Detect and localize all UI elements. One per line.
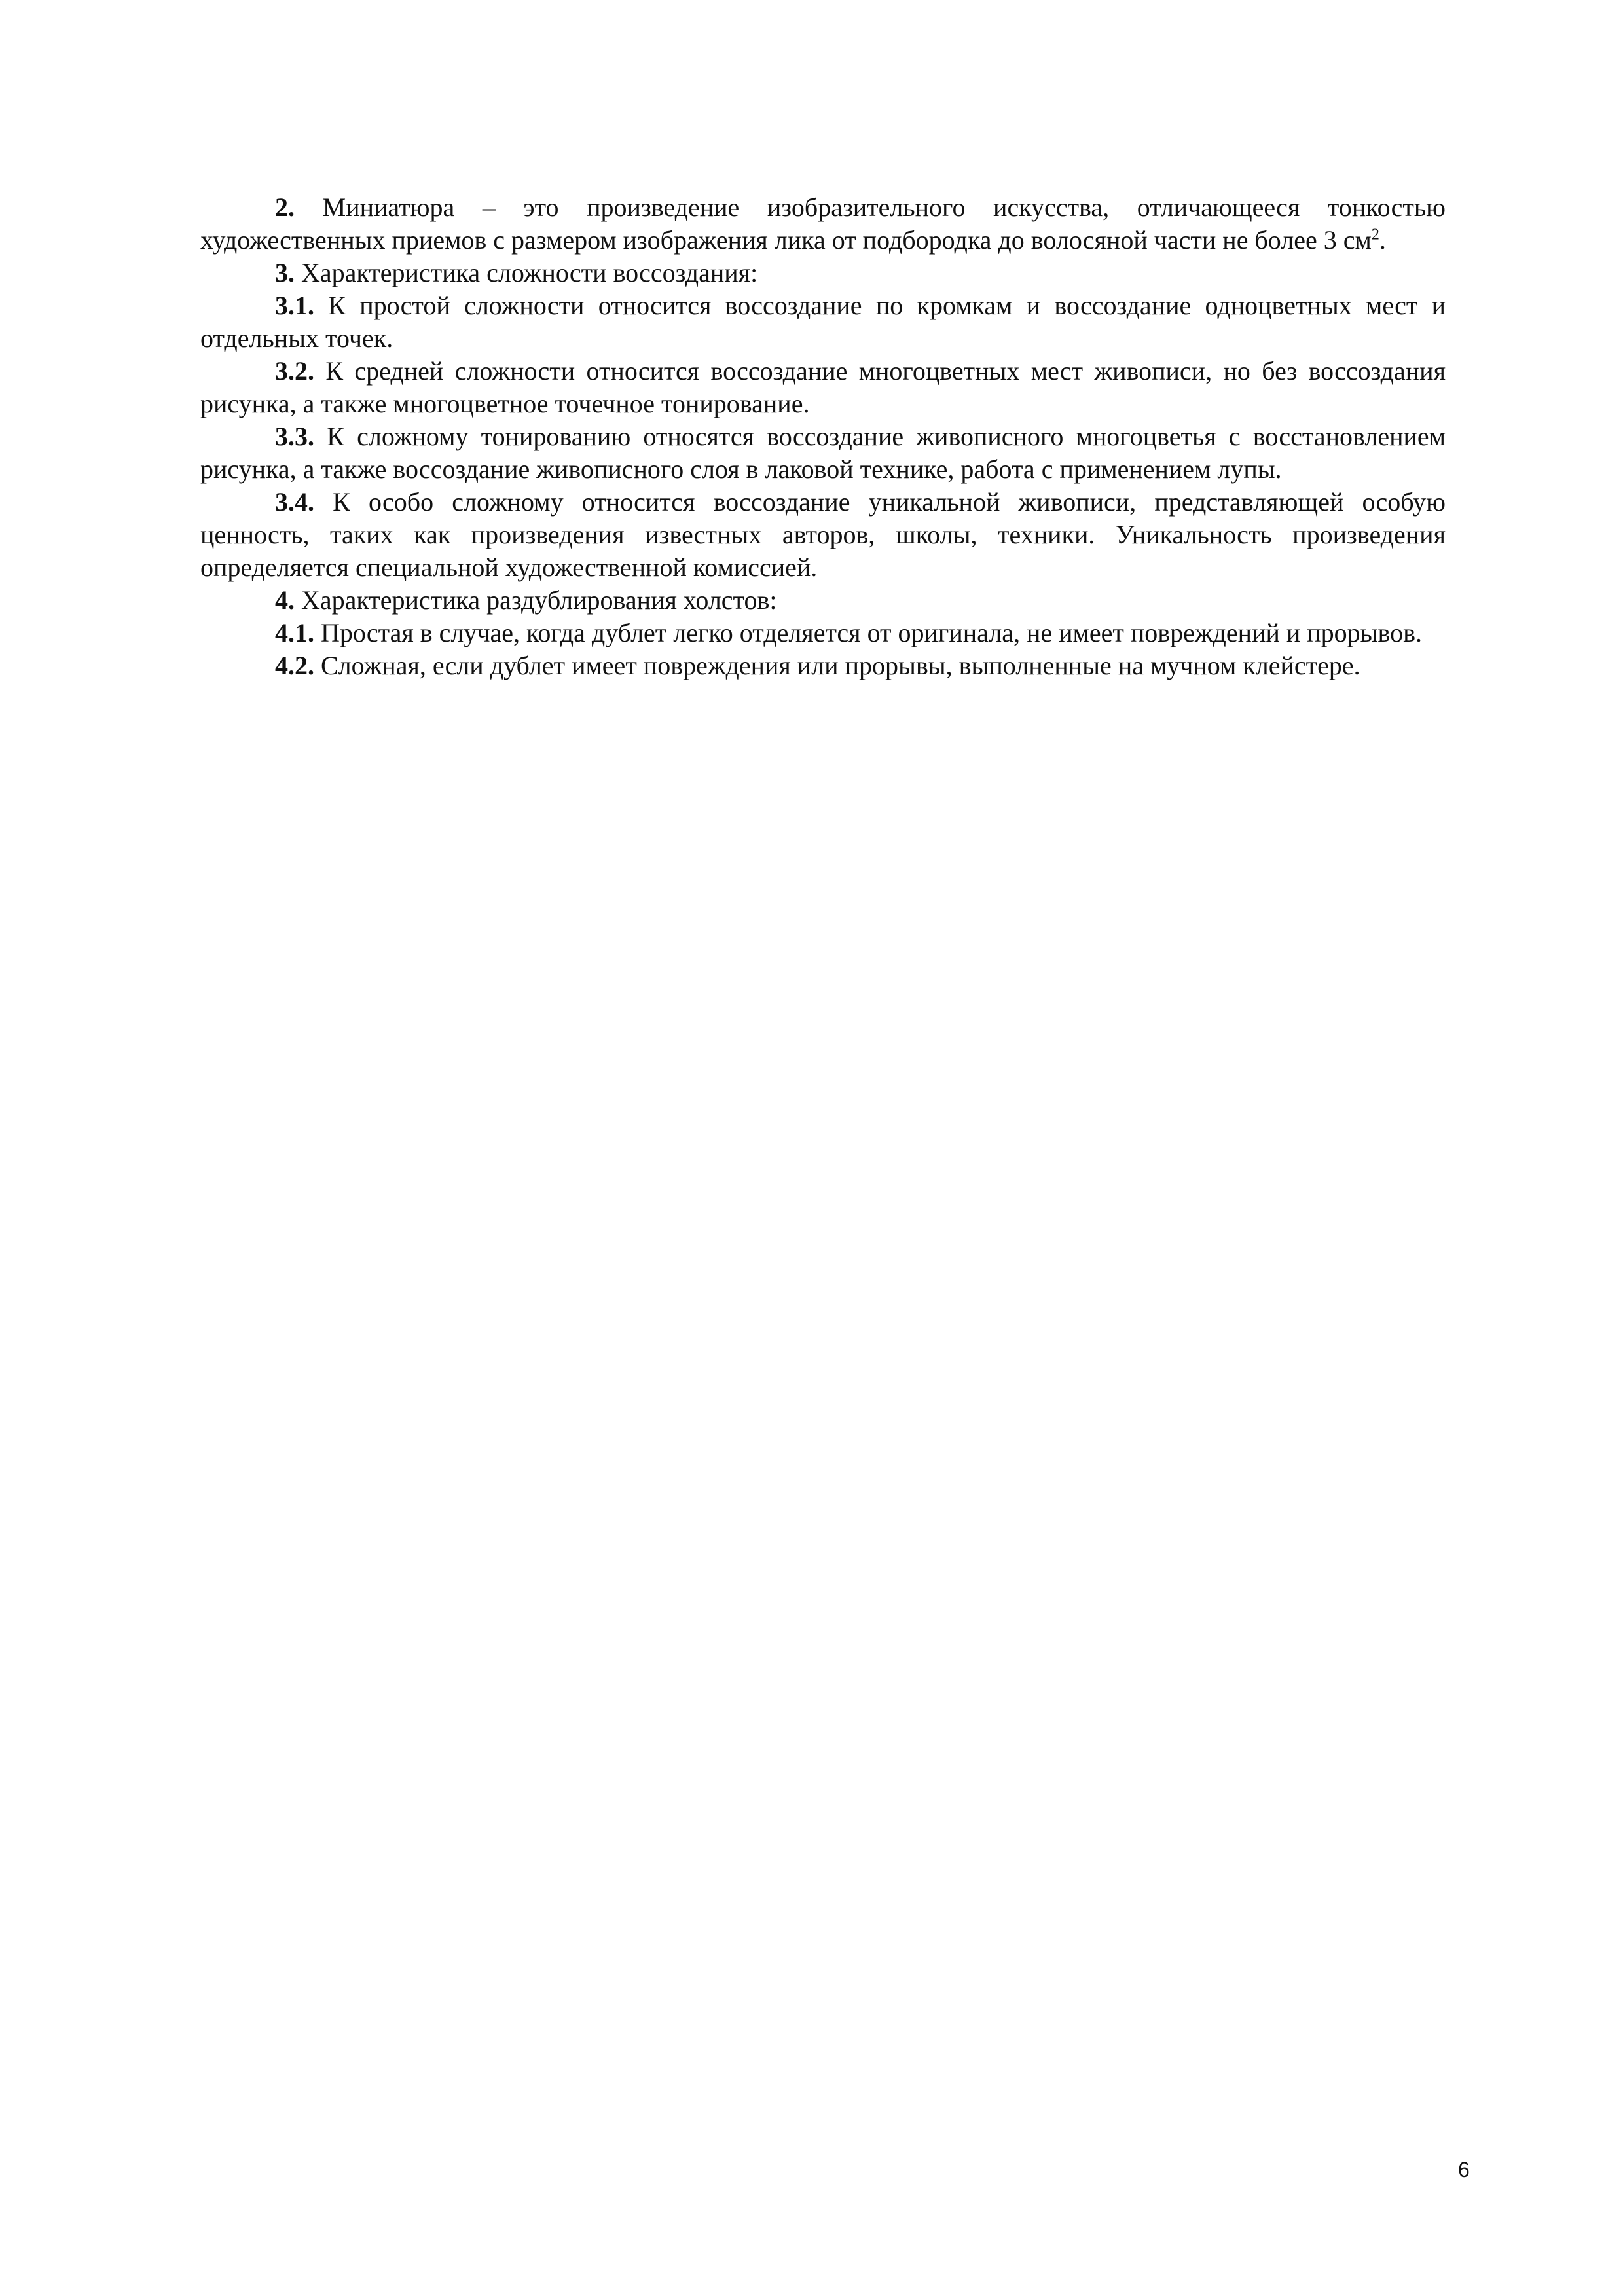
- paragraph-number: 3.1.: [275, 291, 314, 320]
- paragraph-text: К особо сложному относится воссоздание уникальной живописи, представляющей особую ценность, таких как произведения известных авторов, школы, техники. Уникальность произведения определяется специальной художественной комиссией.: [200, 487, 1446, 582]
- paragraph-text: К средней сложности относится воссоздание многоцветных мест живописи, но без воссоздания рисунка, а также многоцветное точечное тонирование.: [200, 356, 1446, 418]
- page-number: 6: [1458, 2158, 1470, 2181]
- paragraph-number: 3.: [275, 258, 295, 287]
- paragraph-tail: .: [1379, 225, 1386, 255]
- paragraph-3-heading: [200, 257, 1446, 289]
- document-body: [200, 191, 1446, 682]
- paragraph-number: 3.4.: [275, 487, 314, 517]
- paragraph-text: К сложному тонированию относятся воссоздание живописного многоцветья с восстановлением рисунка, а также воссоздание живописного слоя в лаковой технике, работа с применением лупы.: [200, 422, 1446, 484]
- paragraph-text: Миниатюра – это произведение изобразительного искусства, отличающееся тонкостью художественных приемов с размером изображения лика от подбородка до волосяной части не более 3 см: [200, 192, 1446, 255]
- paragraph-number: 2.: [275, 192, 295, 222]
- paragraph-number: 3.3.: [275, 422, 314, 451]
- paragraph-4-2: [200, 649, 1446, 682]
- paragraph-number: 4.: [275, 585, 295, 615]
- paragraph-3-4: [200, 486, 1446, 584]
- paragraph-3-1: [200, 289, 1446, 355]
- paragraph-number: 4.2.: [275, 651, 314, 680]
- paragraph-4-1: [200, 617, 1446, 649]
- paragraph-text: Характеристика раздублирования холстов:: [301, 585, 777, 615]
- superscript: 2: [1371, 226, 1379, 244]
- paragraph-2-miniature: [200, 191, 1446, 257]
- paragraph-text: К простой сложности относится воссоздание по кромкам и воссоздание одноцветных мест и отдельных точек.: [200, 291, 1446, 353]
- paragraph-number: 3.2.: [275, 356, 314, 386]
- paragraph-text: Простая в случае, когда дублет легко отделяется от оригинала, не имеет повреждений и прорывов.: [321, 618, 1423, 647]
- paragraph-3-3: [200, 420, 1446, 486]
- paragraph-number: 4.1.: [275, 618, 314, 647]
- paragraph-3-2: [200, 355, 1446, 420]
- paragraph-text: Сложная, если дублет имеет повреждения или прорывы, выполненные на мучном клейстере.: [321, 651, 1360, 680]
- paragraph-4-heading: [200, 584, 1446, 617]
- paragraph-text: Характеристика сложности воссоздания:: [301, 258, 758, 287]
